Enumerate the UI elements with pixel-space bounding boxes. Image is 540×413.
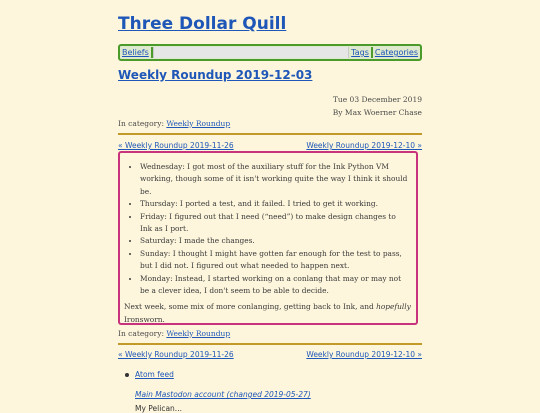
closing-emphasis: hopefully <box>376 302 411 312</box>
site-title[interactable]: Three Dollar Quill <box>118 14 287 34</box>
post-category <box>118 119 230 128</box>
footer-text: My Pelican... <box>135 404 182 413</box>
divider <box>118 343 422 345</box>
post-content <box>118 151 418 325</box>
nav-categories[interactable]: Categories <box>374 48 418 57</box>
list-item: • Thursday: I ported a test, and it failed. I tried to get it working. <box>140 198 410 210</box>
list-item: • Monday: Instead, I started working on a conlang that may or may not be a clever idea, I don't seem to be able to decide. <box>140 273 410 298</box>
category-link[interactable]: Weekly Roundup <box>166 329 231 338</box>
list-item: • Saturday: I made the changes. <box>140 235 410 247</box>
category-prefix: In category: <box>118 119 167 128</box>
roundup-list <box>120 161 416 297</box>
post-author: By Max Woerner Chase <box>332 108 422 117</box>
closing-text-end: Ironsworn. <box>124 314 165 324</box>
list-item: • Wednesday: I got most of the auxiliary stuff for the Ink Python VM working, though some of it isn't working quite the way I think it should be. <box>140 161 410 198</box>
category-link[interactable]: Weekly Roundup <box>166 119 231 128</box>
bullet-icon <box>125 373 129 377</box>
prev-post-link[interactable]: « Weekly Roundup 2019-11-26 <box>118 141 234 150</box>
post-title[interactable]: Weekly Roundup 2019-12-03 <box>118 68 313 82</box>
category-prefix: In category: <box>118 329 167 338</box>
atom-feed-link[interactable]: Atom feed <box>135 370 174 379</box>
prev-post-link[interactable]: « Weekly Roundup 2019-11-26 <box>118 350 234 359</box>
divider <box>118 133 422 135</box>
mastodon-link[interactable]: Main Mastodon account (changed 2019-05-27) <box>135 390 311 399</box>
post-date: Tue 03 December 2019 <box>332 95 422 104</box>
nav-beliefs[interactable]: Beliefs <box>122 48 149 57</box>
post-category-bottom <box>118 329 230 338</box>
nav-spacer <box>153 47 349 58</box>
nav-bar <box>118 44 422 61</box>
next-post-link[interactable]: Weekly Roundup 2019-12-10 » <box>306 350 422 359</box>
nav-tags[interactable]: Tags <box>351 48 369 57</box>
list-item: • Friday: I figured out that I need (“need”) to make design changes to Ink as I port. <box>140 211 410 236</box>
closing-text: Next week, some mix of more conlanging, getting back to Ink, and <box>124 302 377 312</box>
closing-paragraph <box>124 301 412 326</box>
next-post-link[interactable]: Weekly Roundup 2019-12-10 » <box>306 141 422 150</box>
list-item: • Sunday: I thought I might have gotten far enough for the test to pass, but I did not. I figured out what needed to happen next. <box>140 248 410 273</box>
